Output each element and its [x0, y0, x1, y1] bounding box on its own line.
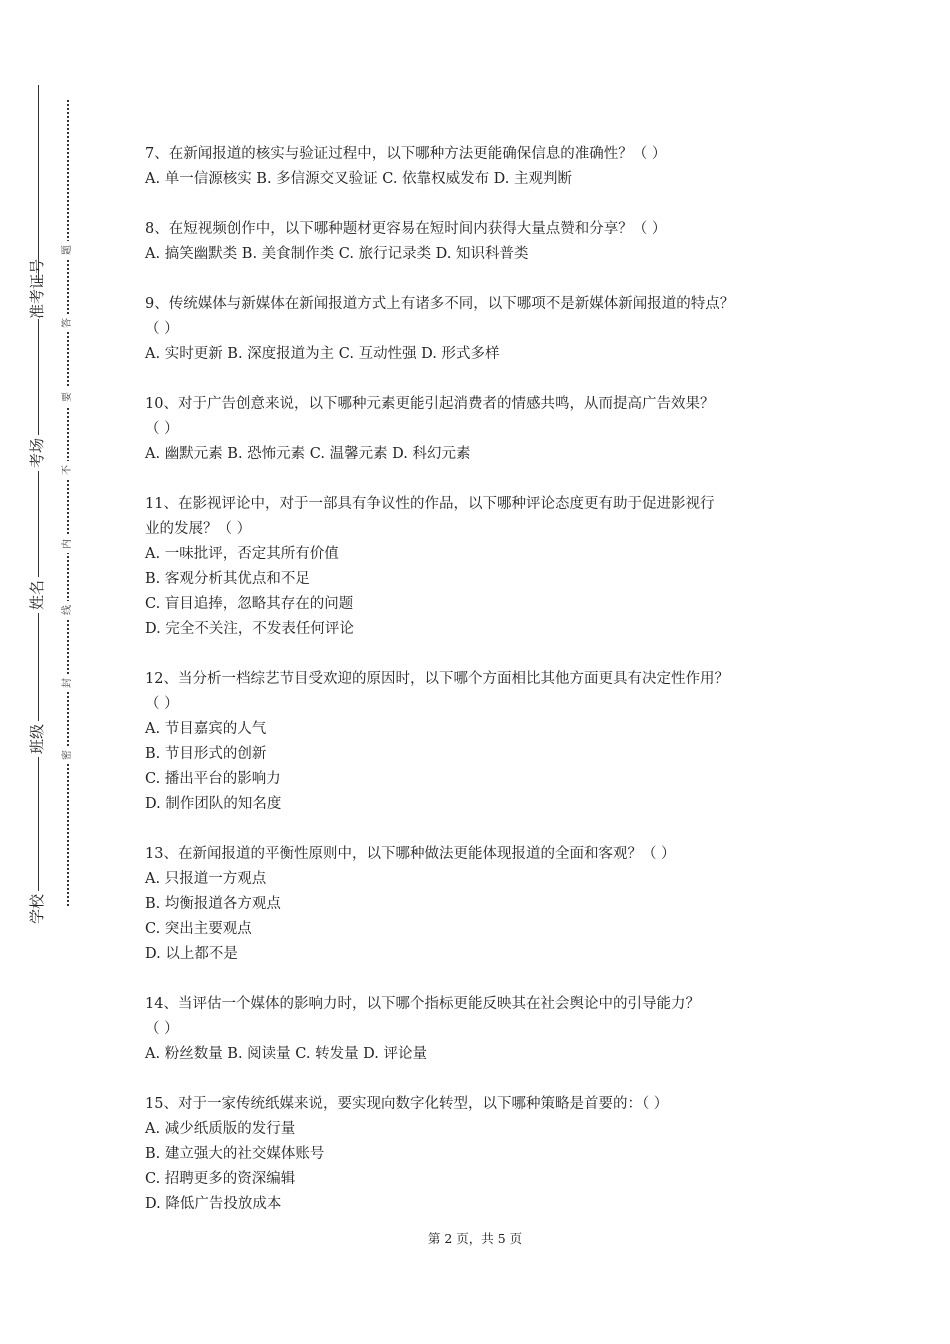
- question-text: （ ）: [145, 1021, 179, 1037]
- option-d: D. 完全不关注，不发表任何评论: [145, 621, 354, 637]
- question-text: （ ）: [145, 321, 179, 337]
- page-footer: 第 2 页，共 5 页: [427, 1231, 523, 1246]
- seal-char: 答: [61, 314, 75, 332]
- question-text: 7、在新闻报道的核实与验证过程中，以下哪种方法更能确保信息的准确性？（ ）: [145, 146, 667, 162]
- seal-dotted-line: [67, 100, 69, 906]
- option-c: C. 突出主要观点: [145, 921, 252, 937]
- option-b: B. 客观分析其优点和不足: [145, 571, 310, 587]
- option-b: B. 建立强大的社交媒体账号: [145, 1146, 325, 1162]
- question-options: A. 单一信源核实 B. 多信源交叉验证 C. 依靠权威发布 D. 主观判断: [145, 171, 573, 187]
- binding-margin: [0, 0, 100, 1344]
- question-options: A. 粉丝数量 B. 阅读量 C. 转发量 D. 评论量: [145, 1046, 428, 1062]
- seal-char: 密: [61, 746, 75, 764]
- question-text: 12、当分析一档综艺节目受欢迎的原因时，以下哪个方面相比其他方面更具有决定性作用？: [145, 671, 729, 687]
- seal-char: 要: [61, 388, 75, 406]
- option-c: C. 招聘更多的资深编辑: [145, 1171, 296, 1187]
- option-d: D. 降低广告投放成本: [145, 1196, 282, 1212]
- question-text: 14、当评估一个媒体的影响力时，以下哪个指标更能反映其在社会舆论中的引导能力？: [145, 996, 700, 1012]
- student-info-line: [38, 85, 39, 918]
- option-c: C. 播出平台的影响力: [145, 771, 281, 787]
- seal-char: 不: [61, 461, 75, 479]
- question-11: [145, 492, 825, 642]
- class-label: 班级: [28, 721, 46, 757]
- option-a: A. 一味批评，否定其所有价值: [145, 546, 339, 562]
- option-b: B. 均衡报道各方观点: [145, 896, 281, 912]
- question-14: [145, 992, 825, 1067]
- question-text: 11、在影视评论中，对于一部具有争议性的作品，以下哪种评论态度更有助于促进影视行: [145, 496, 715, 512]
- name-label: 姓名: [28, 577, 46, 613]
- question-text: 10、对于广告创意来说，以下哪种元素更能引起消费者的情感共鸣，从而提高广告效果？: [145, 396, 715, 412]
- seal-char: 内: [61, 535, 75, 553]
- question-list: [145, 142, 825, 1242]
- question-options: A. 搞笑幽默类 B. 美食制作类 C. 旅行记录类 D. 知识科普类: [145, 246, 529, 262]
- option-a: A. 节目嘉宾的人气: [145, 721, 267, 737]
- option-b: B. 节目形式的创新: [145, 746, 267, 762]
- question-text: 9、传统媒体与新媒体在新闻报道方式上有诸多不同，以下哪项不是新媒体新闻报道的特点？: [145, 296, 735, 312]
- exam-number-label: 准考证号: [28, 258, 46, 319]
- option-d: D. 以上都不是: [145, 946, 238, 962]
- question-13: [145, 842, 825, 967]
- question-text: （ ）: [145, 696, 179, 712]
- question-text: （ ）: [145, 421, 179, 437]
- seal-char: 线: [61, 601, 75, 619]
- school-label: 学校: [28, 891, 46, 927]
- question-text: 业的发展？（ ）: [145, 521, 252, 537]
- exam-room-label: 考场: [28, 435, 46, 471]
- question-options: A. 幽默元素 B. 恐怖元素 C. 温馨元素 D. 科幻元素: [145, 446, 471, 462]
- question-9: [145, 292, 825, 367]
- question-15: [145, 1092, 825, 1217]
- question-12: [145, 667, 825, 817]
- option-c: C. 盲目追捧，忽略其存在的问题: [145, 596, 354, 612]
- question-8: [145, 217, 825, 267]
- question-10: [145, 392, 825, 467]
- seal-char: 题: [61, 241, 75, 259]
- question-text: 13、在新闻报道的平衡性原则中，以下哪种做法更能体现报道的全面和客观？（ ）: [145, 846, 676, 862]
- option-d: D. 制作团队的知名度: [145, 796, 282, 812]
- question-7: [145, 142, 825, 192]
- option-a: A. 减少纸质版的发行量: [145, 1121, 296, 1137]
- option-a: A. 只报道一方观点: [145, 871, 267, 887]
- question-text: 8、在短视频创作中，以下哪种题材更容易在短时间内获得大量点赞和分享？（ ）: [145, 221, 667, 237]
- question-options: A. 实时更新 B. 深度报道为主 C. 互动性强 D. 形式多样: [145, 346, 500, 362]
- seal-char: 封: [61, 674, 75, 692]
- question-text: 15、对于一家传统纸媒来说，要实现向数字化转型，以下哪种策略是首要的：（ ）: [145, 1096, 669, 1112]
